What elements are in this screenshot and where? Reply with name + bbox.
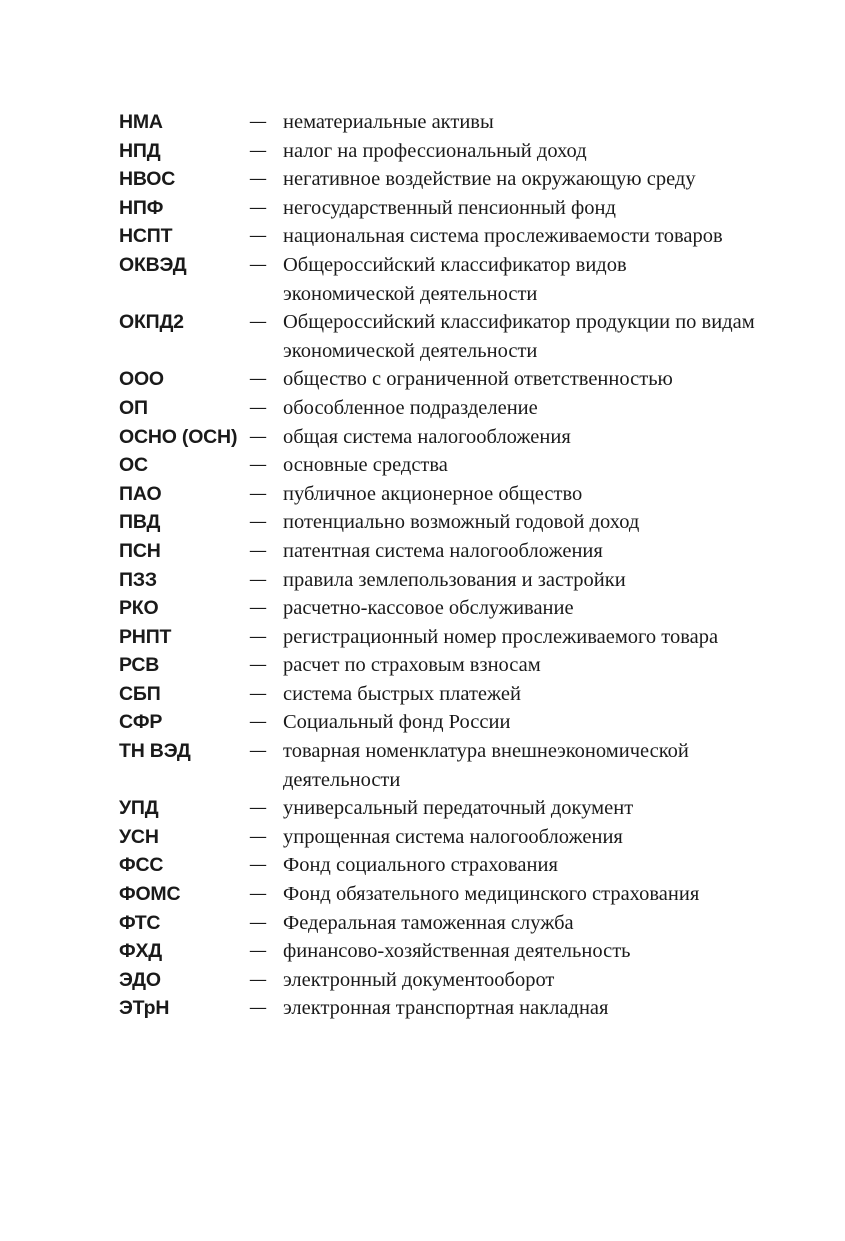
dash: — [249,139,267,161]
dash: — [249,482,267,504]
abbreviation: РНПТ [119,625,172,648]
entry [119,508,759,537]
definition: упрощенная система налогообложения [283,825,623,848]
definition: Общероссийский классификатор видов экономической деятельности [283,253,627,305]
dash: — [249,682,267,704]
dash: — [249,911,267,933]
abbreviation: НВОС [119,168,176,191]
definition: общая система налогообложения [283,425,571,448]
dash: — [249,425,267,447]
abbreviation: ЭТрН [119,997,170,1020]
abbreviation: НПФ [119,196,164,219]
abbreviation: ПАО [119,482,162,505]
entry [119,737,759,794]
entry [119,308,759,365]
definition: система быстрых платежей [283,682,521,705]
entry [119,651,759,680]
entry [119,708,759,737]
dash: — [249,368,267,390]
dash: — [249,968,267,990]
definition: Фонд обязательного медицинского страхования [283,883,700,906]
entry [119,194,759,223]
entry [119,794,759,823]
definition: товарная номенклатура внешнеэкономической деятельности [283,740,689,791]
entry [119,909,759,938]
definition: расчет по страховым взносам [283,654,541,677]
entry [119,594,759,623]
definition: регистрационный номер прослеживаемого товара [283,625,719,648]
entry [119,165,759,194]
dash: — [249,396,267,418]
entry [119,365,759,394]
abbreviation: НСПТ [119,225,173,248]
definition: электронная транспортная накладная [283,997,609,1020]
definition: национальная система прослеживаемости товаров [283,225,723,248]
entry [119,994,759,1023]
definition: Социальный фонд России [283,711,511,734]
entry [119,823,759,852]
dash: — [249,825,267,847]
definition: потенциально возможный годовой доход [283,511,640,534]
definition: Федеральная таможенная служба [283,911,574,934]
abbreviation: НМА [119,111,163,133]
abbreviations-list [119,108,759,1023]
dash: — [249,225,267,247]
definition: расчетно-кассовое обслуживание [283,597,574,620]
definition: налог на профессиональный доход [283,139,587,162]
definition: негативное воздействие на окружающую среду [283,168,696,191]
abbreviation: ПВД [119,511,161,534]
entry [119,880,759,909]
definition: финансово-хозяйственная деятельность [283,940,631,963]
abbreviation: ЭДО [119,968,161,991]
dash: — [249,253,267,275]
abbreviation: ОКВЭД [119,253,187,276]
dash: — [249,940,267,962]
definition: негосударственный пенсионный фонд [283,196,616,219]
definition: общество с ограниченной ответственностью [283,368,673,391]
abbreviation: УПД [119,797,159,820]
abbreviation: НПД [119,139,161,162]
entry [119,423,759,452]
abbreviation: ОСНО (ОСН) [119,425,238,448]
dash: — [249,511,267,533]
abbreviation: СБП [119,682,161,705]
definition: нематериальные активы [283,111,494,133]
definition: патентная система налогообложения [283,539,603,562]
entry [119,251,759,308]
entry [119,937,759,966]
dash: — [249,539,267,561]
entry [119,566,759,595]
definition: основные средства [283,454,448,477]
abbreviation: УСН [119,825,159,848]
abbreviation: ОП [119,396,148,419]
dash: — [249,883,267,905]
entry [119,451,759,480]
dash: — [249,854,267,876]
abbreviation: ОС [119,454,148,477]
definition: обособленное подразделение [283,396,538,419]
definition: Фонд социального страхования [283,854,558,877]
entry [119,394,759,423]
dash: — [249,168,267,190]
abbreviation: ОКПД2 [119,311,184,334]
abbreviation: ФОМС [119,883,181,906]
dash: — [249,597,267,619]
dash: — [249,654,267,676]
dash: — [249,797,267,819]
abbreviation: ФСС [119,854,164,877]
dash: — [249,568,267,590]
entry [119,966,759,995]
abbreviation: ПСН [119,539,161,562]
entry [119,108,759,137]
entry [119,222,759,251]
dash: — [249,625,267,647]
abbreviation: СФР [119,711,163,734]
abbreviation: ПЗЗ [119,568,157,591]
dash: — [249,997,267,1019]
definition: публичное акционерное общество [283,482,583,505]
definition: электронный документооборот [283,968,555,991]
entry [119,623,759,652]
definition: Общероссийский классификатор продукции по видам экономической деятельности [283,311,755,362]
abbreviation: ФТС [119,911,161,934]
dash: — [249,711,267,733]
abbreviation: ТН ВЭД [119,740,191,763]
entry [119,137,759,166]
entry [119,680,759,709]
definition: правила землепользования и застройки [283,568,626,591]
dash: — [249,196,267,218]
dash: — [249,454,267,476]
abbreviation: ООО [119,368,164,391]
definition: универсальный передаточный документ [283,797,634,820]
entry [119,480,759,509]
entry [119,851,759,880]
entry [119,537,759,566]
abbreviation: РСВ [119,654,160,677]
dash: — [249,111,267,132]
dash: — [249,311,267,333]
dash: — [249,740,267,762]
abbreviation: ФХД [119,940,162,963]
abbreviation: РКО [119,597,159,620]
